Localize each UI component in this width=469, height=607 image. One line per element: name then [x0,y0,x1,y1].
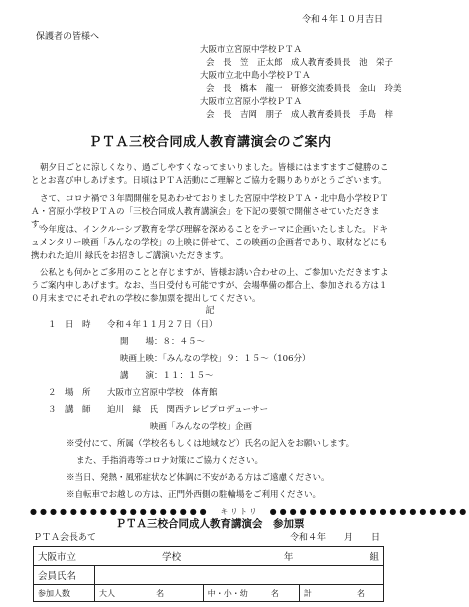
speaker-role: 映画「みんなの学校」企画 [150,422,253,432]
member-name-field[interactable] [95,566,384,585]
sender-line-3: 会 長 吉岡 朋子 成人教育委員長 手島 梓 [206,110,394,120]
ki-mark: 記 [205,306,215,316]
form-to: ＰＴＡ会長あて [33,533,97,543]
registration-form [33,546,384,602]
adult-count-field[interactable] [95,585,204,602]
note-3: ※当日、発熱・風邪症状など体調に不安がある方はご遠慮ください。 [66,473,330,483]
paragraph-2: さて、コロナ禍で３年間開催を見あわせておりました宮原中学校ＰＴＡ・北中島小学校ＰＴＡ・宮原小学校ＰＴＡの「三校合同成人教育講演会」を下記の要領で開催させていただきます。 [31,194,389,231]
note-4: ※自転車でお越しの方は、正門外西側の駐輪場をご利用ください。 [66,490,322,500]
speaker-value: 迫川 緑 氏 関西テレビプロデューサー [107,405,269,415]
date-value: 令和４年１１月２７日（日） [107,320,218,330]
total-label: 計 [303,588,312,598]
child-unit: 名 [270,588,279,598]
form-title: ＰＴＡ三校合同成人教育講演会 参加票 [115,518,305,530]
total-unit: 名 [356,588,365,598]
sender-line-2: 会 長 橋本 龍一 研修交流委員長 金山 玲美 [206,84,402,94]
school-prefix: 大阪市立 [38,552,77,563]
paragraph-1: 朝夕日ごとに涼しくなり、過ごしやすくなってまいりました。皆様にはますますご健勝のこととお喜び申しあげます。日頃はＰＴＡ活動にご理解とご協力を賜りありがとうございます。 [31,163,389,187]
note-1: ※受付にて、所属（学校名もしくは地域など）氏名の記入をお願いします。 [66,439,355,449]
place-label: ２ 場 所 [48,388,91,398]
screening-time: 映画上映：「みんなの学校」９：１５～（106分） [120,354,311,364]
year-label: 年 [283,552,294,563]
date-line: 令和４年１０月吉日 [302,15,384,25]
note-2: また、手指消毒等コロナ対策にご協力ください。 [76,456,264,466]
addressee: 保護者の皆様へ [36,32,100,42]
paragraph-3: 今年度は、インクルーシブ教育を学び理解を深めることをテーマに企画いたしました。ドキュメンタリー映画「みんなの学校」の上映に併せて、この映画の企画者であり、取材などにも携われた迫川 緑氏をお招きしご講演いただきます。 [31,225,388,262]
school-suffix: 学校 [162,552,182,563]
child-count-field[interactable] [203,585,299,602]
child-label: 中・小・幼 [207,588,248,598]
date-label: １ 日 時 [48,320,91,330]
count-label: 参加人数 [34,585,95,602]
paragraph-4: 公私とも何かとご多用のことと存じますが、皆様お誘い合わせの上、ご参加いただきますようご案内申しあげます。なお、当日受付も可能ですが、会場準備の都合上、参加される方は１０月末までにそれぞれの学校に参加票を提出してください。 [31,268,389,305]
form-row-count [34,585,384,602]
adult-unit: 名 [156,588,165,598]
open-time: 開 場：８：４５～ [120,337,206,347]
class-label: 組 [369,552,379,563]
speaker-label: ３ 講 師 [48,405,91,415]
cut-label: キリトリ [220,507,259,516]
sender-school-1: 大阪市立宮原中学校ＰＴＡ [200,45,303,55]
total-count-field[interactable] [299,585,383,602]
form-date: 令和４年 月 日 [290,533,381,543]
place-value: 大阪市立宮原中学校 体育館 [107,388,218,398]
sender-line-1: 会 長 笠 正太郎 成人教育委員長 池 栄子 [206,58,394,68]
sender-school-3: 大阪市立宮原小学校ＰＴＡ [200,97,303,107]
form-row-school [34,547,384,566]
form-row-name [34,566,384,585]
sender-school-2: 大阪市立北中島小学校ＰＴＡ [200,71,311,81]
member-name-label: 会員氏名 [34,566,95,585]
page-title: ＰＴＡ三校合同成人教育講演会のご案内 [88,135,332,150]
lecture-time: 講 演：１１：１５～ [120,371,214,381]
school-cell[interactable] [34,547,204,566]
adult-label: 大人 [99,588,115,598]
cut-line: ●●●●●●●●●●●●●●●●●● キリトリ ●●●●●●●●●●●●●●●●●●●● [30,507,469,516]
grade-class-cell[interactable] [203,547,383,566]
